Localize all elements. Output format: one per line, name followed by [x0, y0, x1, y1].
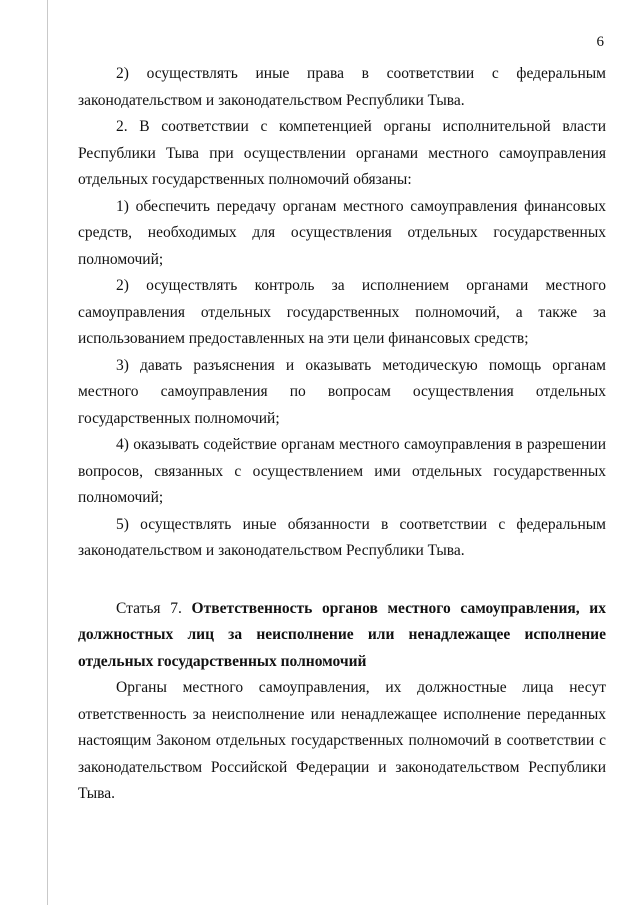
article-text: Органы местного самоуправления, их должностные лица несут ответственность за неисполнение или ненадлежащее исполнение переданных настоящим Законом отдельных государственных полномочий в соответствии с законодательством Российской Федерации и законодательством Республики Тыва.: [78, 679, 606, 802]
page-number: 6: [596, 34, 604, 50]
article-label: Статья 7.: [116, 599, 182, 617]
paragraph-rights-item-2: 2) осуществлять иные права в соответствии с федеральным законодательством и законодательством Республики Тыва.: [78, 65, 606, 109]
paragraph-obligation-2: 2) осуществлять контроль за исполнением органами местного самоуправления отдельных государственных полномочий, а также за использованием предоставленных на эти цели финансовых средств;: [78, 277, 606, 347]
article-title: Ответственность органов местного самоуправления, их должностных лиц за неисполнение или ненадлежащее исполнение отдельных государственных полномочий: [78, 599, 606, 670]
paragraph-obligation-4: 4) оказывать содействие органам местного самоуправления в разрешении вопросов, связанных с осуществлением ими отдельных государственных полномочий;: [78, 436, 606, 506]
article-heading: [78, 596, 606, 676]
paragraph-obligation-1: 1) обеспечить передачу органам местного самоуправления финансовых средств, необходимых для осуществления отдельных государственных полномочий;: [78, 197, 606, 268]
paragraph-obligation-3: 3) давать разъяснения и оказывать методическую помощь органам местного самоуправления по вопросам осуществления отдельных государственных полномочий;: [78, 356, 606, 427]
page-margin-line: [47, 0, 48, 905]
paragraph-obligations-intro: 2. В соответствии с компетенцией органы исполнительной власти Республики Тыва при осуществлении органами местного самоуправления отдельных государственных полномочий обязаны:: [78, 118, 606, 188]
paragraph-obligation-5: 5) осуществлять иные обязанности в соответствии с федеральным законодательством и законодательством Республики Тыва.: [78, 515, 606, 559]
document-body: [78, 61, 606, 808]
